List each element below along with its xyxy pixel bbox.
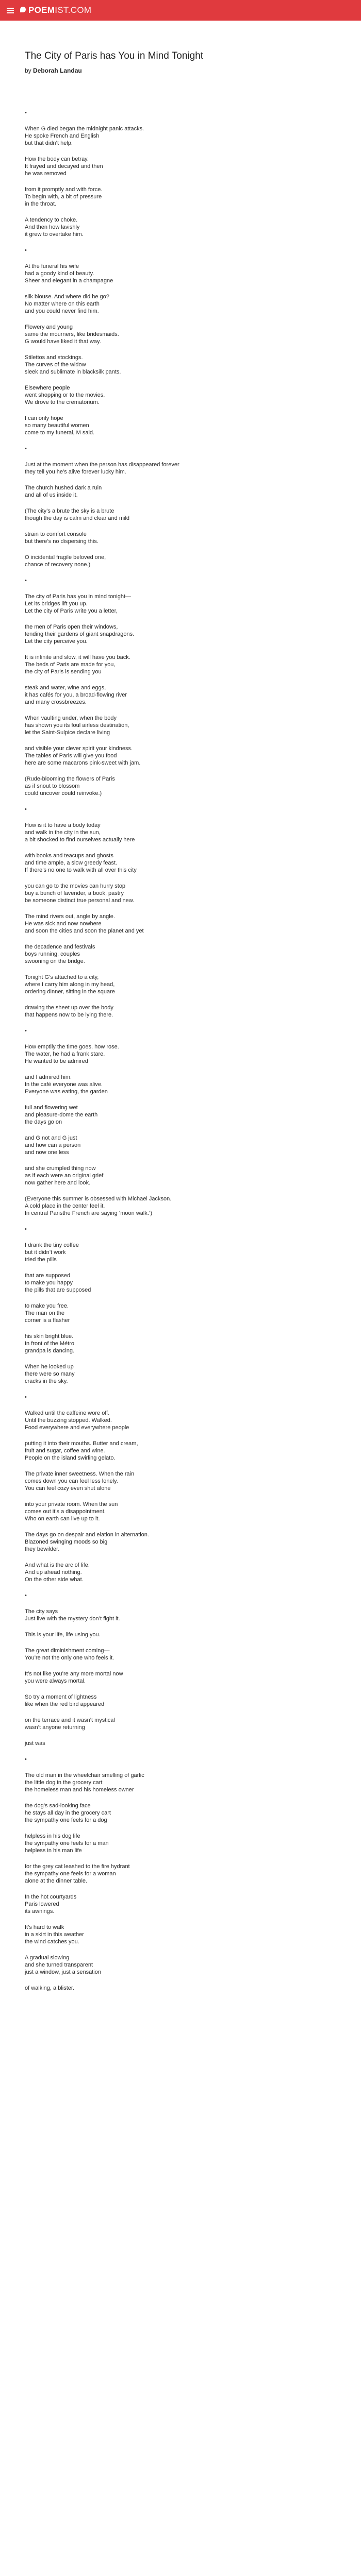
poem-stanza	[25, 745, 339, 767]
poem-line: had a goody kind of beauty.	[25, 270, 94, 277]
poem-stanza	[25, 1333, 339, 1354]
poem-line: We drove to the crematorium.	[25, 399, 100, 405]
poem-line: How is it to have a body today	[25, 822, 101, 828]
section-separator: •	[25, 446, 27, 452]
poem-line: it has cafés for you, a broad-flowing river	[25, 692, 127, 698]
poem-stanza	[25, 1363, 339, 1385]
poem-stanza	[25, 1954, 339, 1976]
poem-title: The City of Paris has You in Mind Tonight	[25, 50, 204, 61]
poem-stanza	[25, 1242, 339, 1263]
poem-line: It is infinite and slow, it will have you back.	[25, 654, 130, 660]
poem-line: Let the city of Paris write you a letter,	[25, 608, 118, 614]
poem-stanza	[25, 186, 339, 208]
poem-line: where I carry him along in my head,	[25, 981, 115, 988]
poem-line: in the throat.	[25, 201, 57, 207]
poem-line: that happens now to be lying there.	[25, 1012, 113, 1018]
poem-line: same the mourners, like bridesmaids.	[25, 331, 119, 337]
poem-line: To begin with, a bit of pressure	[25, 194, 102, 200]
poem-line: and now one less	[25, 1149, 69, 1156]
poem-line: buy a bunch of lavender, a book, pastry	[25, 890, 124, 896]
hamburger-menu-icon[interactable]	[7, 8, 14, 13]
poem-stanza	[25, 1562, 339, 1583]
poem-line: Let its bridges lift you up.	[25, 601, 88, 607]
poem-stanza	[25, 1410, 339, 1431]
poem-stanza	[25, 1104, 339, 1126]
poem-line: the wind catches you.	[25, 1939, 79, 1945]
section-separator: •	[25, 247, 27, 253]
poem-stanza	[25, 943, 339, 965]
poem-line: full and flowering wet	[25, 1105, 78, 1111]
poem-stanza	[25, 822, 339, 843]
poem-line: (The city’s a brute the sky is a brute	[25, 508, 114, 514]
poem-line: In front of the Métro	[25, 1341, 74, 1347]
poem-line: as if each were an original grief	[25, 1173, 104, 1179]
poem-stanza	[25, 1195, 339, 1217]
poem-stanza	[25, 1647, 339, 1662]
poem-line: you were always mortal.	[25, 1678, 86, 1684]
poem-line: the city of Paris is sending you	[25, 669, 102, 675]
poem-line: of walking, a blister.	[25, 1985, 74, 1991]
poem-line: sleek and sublimate in blacksilk pants.	[25, 369, 121, 375]
poem-stanza	[25, 775, 339, 797]
poem-line: but that didn’t help.	[25, 140, 73, 146]
poem-line: let the Saint-Sulpice declare living	[25, 730, 110, 736]
poem-line: they bewilder.	[25, 1546, 60, 1552]
poem-stanza	[25, 1272, 339, 1294]
poem-line: and time ample, a slow greedy feast.	[25, 860, 118, 866]
poem-line: He was sick and now nowhere	[25, 921, 102, 927]
poem-line: and she turned transparent	[25, 1962, 93, 1968]
poem-stanza	[25, 1833, 339, 1854]
poem-stanza	[25, 384, 339, 406]
poem-stanza	[25, 1772, 339, 1793]
poem-line: It’s not like you’re any more mortal now	[25, 1671, 123, 1677]
poem-line: tending their gardens of giant snapdragons.	[25, 631, 135, 637]
poem-line: The curves of the widow	[25, 362, 86, 368]
poem-line: When G died began the midnight panic attacks.	[25, 126, 144, 132]
poem-line: And then how lavishly	[25, 224, 80, 230]
section-separator: •	[25, 806, 27, 812]
poem-line: the sympathy one feels for a dog	[25, 1817, 107, 1823]
poem-line: that are supposed	[25, 1273, 71, 1279]
section-separator: •	[25, 578, 27, 584]
poem-line: helpless in his man life	[25, 1848, 82, 1854]
poem-line: helpless in his dog life	[25, 1833, 80, 1839]
poem-line: Let the city perceive you.	[25, 638, 88, 645]
poem-line: the men of Paris open their windows,	[25, 624, 118, 630]
poem-line: The days go on despair and elation in alternation.	[25, 1532, 149, 1538]
poem-stanza	[25, 507, 339, 522]
poem-stanza	[25, 216, 339, 238]
poem-stanza	[25, 883, 339, 904]
poem-line: you can go to the movies can hurry stop	[25, 883, 126, 889]
poem-line: A cold place in the center feel it.	[25, 1203, 105, 1209]
poem-line: It frayed and decayed and then	[25, 163, 103, 170]
poem-stanza	[25, 1802, 339, 1824]
poem-line: O incidental fragile beloved one,	[25, 554, 106, 561]
poem-line: come to my funeral, M said.	[25, 430, 95, 436]
poem-line: I drank the tiny coffee	[25, 1242, 79, 1248]
poem-line: Everyone was eating, the garden	[25, 1089, 108, 1095]
poem-line: strain to comfort console	[25, 531, 87, 537]
section-separator: •	[25, 1394, 27, 1400]
poem-line: At the funeral his wife	[25, 263, 79, 269]
poem-stanza	[25, 1608, 339, 1622]
poem-line: swooning on the bridge.	[25, 958, 85, 964]
poem-line: like when the red bird appeared	[25, 1701, 105, 1707]
poem-line: The tables of Paris will give you food	[25, 753, 117, 759]
poem-line: a bit shocked to find ourselves actually here	[25, 837, 135, 843]
poem-line: The city of Paris has you in mind tonight—	[25, 594, 132, 600]
poem-line: his skin bright blue.	[25, 1333, 74, 1340]
poem-line: there were so many	[25, 1371, 75, 1377]
poem-line: The private inner sweetness. When the rain	[25, 1471, 135, 1477]
poem-line: The old man in the wheelchair smelling of garlic	[25, 1772, 144, 1778]
poem-line: A gradual slowing	[25, 1955, 70, 1961]
poem-line: went shopping or to the movies.	[25, 392, 105, 398]
poem-line: Until the buzzing stopped. Walked.	[25, 1417, 112, 1423]
poem-line: In the café everyone was alive.	[25, 1081, 103, 1088]
poem-stanza	[25, 156, 339, 177]
poem-line: and pleasure-dome the earth	[25, 1112, 98, 1118]
poem-line: You can feel cozy even shut alone	[25, 1485, 111, 1492]
poem-line: The water, he had a frank stare.	[25, 1051, 105, 1057]
poem-line: (Everyone this summer is obsessed with Michael Jackson.	[25, 1196, 172, 1202]
poem-stanza	[25, 852, 339, 874]
poem-stanza	[25, 461, 339, 476]
poem-byline	[25, 67, 82, 74]
section-separator: •	[25, 1756, 27, 1762]
poem-line: and she crumpled thing now	[25, 1165, 96, 1172]
poem-stanza	[25, 593, 339, 615]
poem-line: as if snout to blossom	[25, 783, 80, 789]
poem-line: Walked until the caffeine wore off.	[25, 1410, 110, 1416]
poem-line: Stilettos and stockings.	[25, 354, 83, 361]
poem-stanza	[25, 125, 339, 147]
poem-stanza	[25, 1165, 339, 1187]
poem-line: with books and teacups and ghosts	[25, 853, 113, 859]
poem-line: ordering dinner, sitting in the square	[25, 989, 115, 995]
poem-line: Blazoned swinging moods so big	[25, 1539, 108, 1545]
poem-line: In the hot courtyards	[25, 1894, 77, 1900]
poem-line: and how can a person	[25, 1142, 81, 1148]
poem-stanza	[25, 1693, 339, 1708]
poem-stanza	[25, 293, 339, 315]
poem-line: Who on earth can live up to it.	[25, 1516, 100, 1522]
poem-stanza	[25, 531, 339, 545]
poem-line: its awnings.	[25, 1908, 55, 1914]
poem-line: The mind rivers out, angle by angle.	[25, 913, 115, 920]
poem-stanza	[25, 484, 339, 499]
poem-line: they tell you he’s alive forever lucky him.	[25, 469, 126, 475]
section-separator: •	[25, 1226, 27, 1232]
poem-stanza	[25, 1924, 339, 1945]
poem-line: but there’s no dispersing this.	[25, 538, 99, 545]
poem-line: In central Paristhe French are saying ‘moon walk.’)	[25, 1210, 152, 1216]
section-separator: •	[25, 1028, 27, 1034]
poem-line: The great diminishment coming—	[25, 1648, 110, 1654]
poem-line: No matter where on this earth	[25, 301, 100, 307]
poem-line: and I admired him.	[25, 1074, 72, 1080]
poem-line: for the grey cat leashed to the fire hydrant	[25, 1863, 130, 1870]
poem-stanza	[25, 1531, 339, 1553]
poem-line: now gather here and look.	[25, 1180, 91, 1186]
poem-stanza	[25, 654, 339, 675]
poem-line: Sheer and elegant in a champagne	[25, 278, 113, 284]
poem-line: cracks in the sky.	[25, 1378, 68, 1384]
poem-line: the homeless man and his homeless owner	[25, 1787, 134, 1793]
poem-stanza	[25, 1440, 339, 1462]
poem-line: the days go on	[25, 1119, 62, 1125]
poem-line: and walk in the city in the sun,	[25, 829, 101, 836]
poem-line: I can only hope	[25, 415, 63, 421]
poem-line: corner is a flasher	[25, 1317, 70, 1324]
poem-line: chance of recovery none.)	[25, 562, 91, 568]
poem-line: and visible your clever spirit your kindness.	[25, 745, 133, 752]
poem-line: So try a moment of lightness	[25, 1694, 97, 1700]
poem-line: the little dog in the grocery cart	[25, 1780, 103, 1786]
poem-stanza	[25, 1501, 339, 1522]
byline-prefix: by	[25, 67, 34, 74]
poem-stanza	[25, 554, 339, 568]
poem-line: it grew to overtake him.	[25, 231, 84, 238]
poem-line: he stays all day in the grocery cart	[25, 1810, 111, 1816]
poem-stanza	[25, 324, 339, 345]
poem-line: and soon the cities and soon the planet and yet	[25, 928, 144, 934]
poem-line: (Rude-blooming the flowers of Paris	[25, 776, 115, 782]
poem-line: tried the pills	[25, 1257, 57, 1263]
poem-stanza	[25, 1740, 339, 1747]
poem-line: and all of us inside it.	[25, 492, 78, 498]
poem-line: putting it into their mouths. Butter and cream,	[25, 1440, 138, 1447]
poem-stanza	[25, 684, 339, 706]
poem-line: be someone distinct true personal and new.	[25, 897, 135, 904]
poem-stanza	[25, 913, 339, 935]
poem-line: Paris lowered	[25, 1901, 59, 1907]
poem-stanza	[25, 1631, 339, 1638]
poem-stanza	[25, 1004, 339, 1019]
poem-stanza	[25, 1863, 339, 1885]
poem-line: could uncover could reinvoke.)	[25, 790, 102, 796]
poem-line: comes out it’s a disappointment.	[25, 1509, 106, 1515]
poem-line: A tendency to choke.	[25, 217, 78, 223]
poem-line: boys running, couples	[25, 951, 80, 957]
poem-line: so many beautiful women	[25, 422, 89, 429]
poem-line: silk blouse. And where did he go?	[25, 294, 109, 300]
poem-line: wasn’t anyone returning	[25, 1724, 85, 1731]
poem-stanza	[25, 354, 339, 376]
poem-line: here are some macarons pink-sweet with jam.	[25, 760, 141, 766]
poem-line: comes down you can feel less lonely.	[25, 1478, 118, 1484]
poem-line: When he looked up	[25, 1364, 74, 1370]
poem-line: and many crossbreezes.	[25, 699, 87, 705]
poem-line: on the terrace and it wasn’t mystical	[25, 1717, 115, 1723]
poem-line: just a window, just a sensation	[25, 1969, 101, 1975]
poem-line: The man on the	[25, 1310, 65, 1316]
poem-line: Just live with the mystery don’t fight it.	[25, 1616, 120, 1622]
poem-line: And what is the arc of life.	[25, 1562, 90, 1568]
poem-stanza	[25, 415, 339, 436]
poem-line: the decadence and festivals	[25, 944, 95, 950]
poem-line: Flowery and young	[25, 324, 73, 330]
section-separator: •	[25, 1592, 27, 1599]
poem-stanza	[25, 1470, 339, 1492]
section-separator: •	[25, 110, 27, 116]
poem-line: The church hushed dark a ruin	[25, 485, 102, 491]
poem-stanza	[25, 1670, 339, 1685]
poem-stanza	[25, 1302, 339, 1324]
poem-line: to make you free.	[25, 1303, 69, 1309]
poem-line: the sympathy one feels for a woman	[25, 1871, 116, 1877]
poem-line: fruit and sugar, coffee and wine.	[25, 1448, 105, 1454]
poem-line: He wanted to be admired	[25, 1058, 88, 1064]
poem-line: And up ahead nothing.	[25, 1569, 82, 1575]
poem-line: though the day is calm and clear and mild	[25, 515, 130, 521]
top-navigation-bar	[0, 0, 361, 21]
poem-line: If there’s no one to walk with all over this city	[25, 867, 137, 873]
poem-body	[25, 109, 339, 2001]
poem-line: This is your life, life using you.	[25, 1632, 101, 1638]
poem-stanza	[25, 1985, 339, 1992]
poem-line: He spoke French and English	[25, 133, 100, 139]
poem-stanza	[25, 1074, 339, 1095]
poem-line: the sympathy one feels for a man	[25, 1840, 109, 1846]
poem-line: just was	[25, 1740, 45, 1747]
poem-stanza	[25, 715, 339, 736]
poem-line: People on the island swirling gelato.	[25, 1455, 116, 1461]
site-logo[interactable]	[20, 5, 91, 15]
poem-line: and G not and G just	[25, 1135, 77, 1141]
poem-line: How the body can betray.	[25, 156, 89, 162]
poem-stanza	[25, 1043, 339, 1065]
poem-line: from it promptly and with force.	[25, 187, 103, 193]
poem-line: has shown you its foul airless destination,	[25, 722, 129, 728]
poem-line: the dog’s sad-looking face	[25, 1803, 91, 1809]
poem-stanza	[25, 974, 339, 995]
poem-line: alone at the dinner table.	[25, 1878, 88, 1884]
poem-line: On the other side what.	[25, 1577, 84, 1583]
poem-line: Tonight G’s attached to a city,	[25, 974, 99, 980]
poem-line: drawing the sheet up over the body	[25, 1005, 113, 1011]
poem-line: into your private room. When the sun	[25, 1501, 118, 1507]
poem-stanza	[25, 1134, 339, 1156]
poem-line: G would have liked it that way.	[25, 338, 101, 345]
poem-line: When vaulting under, when the body	[25, 715, 117, 721]
poem-line: to make you happy	[25, 1280, 73, 1286]
poem-stanza	[25, 623, 339, 645]
poem-line: and you could never find him.	[25, 308, 99, 314]
poem-line: grandpa is dancing.	[25, 1348, 75, 1354]
poem-line: Food everywhere and everywhere people	[25, 1425, 129, 1431]
poem-line: It’s hard to walk	[25, 1924, 64, 1930]
logo-pin-icon	[20, 7, 26, 14]
poem-line: but it didn’t work	[25, 1249, 66, 1256]
poem-line: You’re not the only one who feels it.	[25, 1655, 114, 1661]
author-link[interactable]: Deborah Landau	[33, 67, 82, 74]
poem-line: The beds of Paris are made for you,	[25, 662, 116, 668]
poem-stanza	[25, 1717, 339, 1731]
poem-line: steak and water, wine and eggs,	[25, 685, 106, 691]
poem-line: The city says	[25, 1608, 58, 1615]
logo-text: POEMIST.COM	[28, 5, 92, 15]
poem-line: in a skirt in this weather	[25, 1931, 84, 1938]
poem-line: Elsewhere people	[25, 385, 70, 391]
poem-line: Just at the moment when the person has disappeared forever	[25, 462, 179, 468]
poem-line: he was removed	[25, 171, 67, 177]
poem-stanza	[25, 1893, 339, 1915]
poem-line: the pills that are supposed	[25, 1287, 91, 1293]
poem-line: How emptily the time goes, how rose.	[25, 1044, 119, 1050]
poem-stanza	[25, 263, 339, 284]
